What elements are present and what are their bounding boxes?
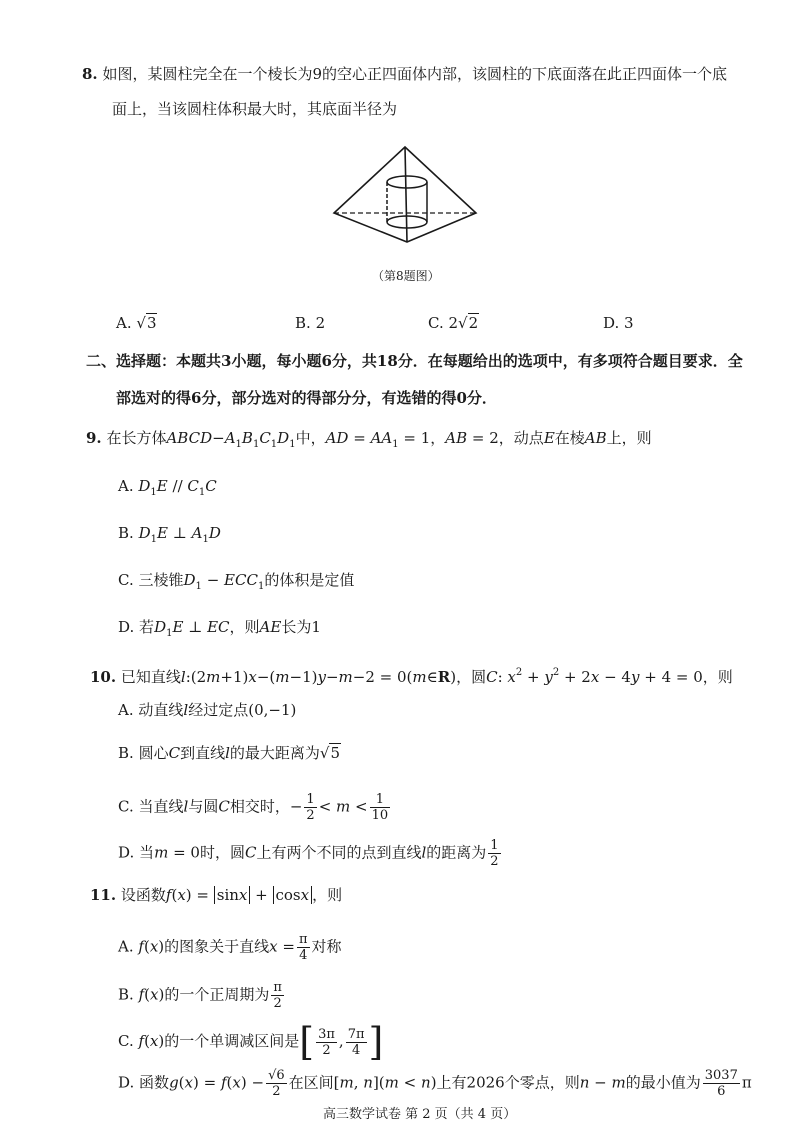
q11-option-c: C. f(x)的一个单调减区间是[ $\frac{3\pi}{2}$ , $\frac{7\pi}{4}$ ] — [118, 1020, 384, 1064]
q9-option-a-label: A. — [118, 477, 134, 495]
q9-number: 9. — [86, 429, 102, 447]
q9-option-d-mid: ，则 — [229, 618, 260, 636]
q10-option-d: D. 当m = 0时，圆C上有两个不同的点到直线l的距离为 $\frac{1}{2}$ — [118, 838, 499, 869]
q8-option-a: A. √3 — [116, 314, 157, 332]
q10-circle: ，圆 — [456, 668, 487, 686]
q10-option-d-label: D. — [118, 843, 135, 862]
q10-option-b: B. 圆心C到直线l的最大距离为√5 — [118, 744, 341, 762]
q11-pre: 设函数 — [120, 886, 166, 904]
q10-option-b-value: 5 — [330, 744, 341, 762]
q8-line2: 面上，当该圆柱体积最大时，其底面半径为 — [112, 100, 398, 118]
q10-option-b-text: 圆心 — [138, 744, 169, 762]
q11-option-d: D. 函数g(x) = f(x) − $\frac{√6}{2}$ 在区间[m, n](m < n)上有2026个零点，则n − m的最小值为 $\frac{3037}{6}$ π — [118, 1068, 752, 1099]
q9-option-c: C. 三棱锥$D_1 - ECC_1$的体积是定值 — [118, 571, 355, 592]
q10-option-b-text2: 到直线 — [180, 744, 226, 762]
page-footer: 高三数学试卷 第 2 页（共 4 页） — [323, 1107, 517, 1122]
q8-option-d-value: 3 — [624, 314, 634, 332]
q10-option-c: C. 当直线l与圆C相交时，− $\frac{1}{2}$ < m < $\frac{1}{10}$ — [118, 792, 389, 823]
q11-option-b-label: B. — [118, 985, 134, 1004]
q10-number: 10. — [90, 668, 117, 686]
q9-option-b-label: B. — [118, 524, 134, 542]
q11-option-c-text: 的一个单调减区间是 — [164, 1032, 300, 1050]
q10-option-a-text2: 经过定点(0,−1) — [188, 701, 297, 719]
q8-option-b — [295, 313, 325, 333]
q10-option-d-text3: 上有两个不同的点到直线 — [256, 843, 422, 862]
q9-pre: 在长方体 — [106, 429, 167, 447]
q10-option-b-text3: 的最大距离为 — [229, 744, 320, 762]
q8-option-c-value: 2 — [468, 314, 479, 332]
q9-tail3: 上，则 — [606, 429, 652, 447]
q10-stem: 10. 已知直线l:(2m+1)x−(m−1)y−m−2 = 0(m∈R)，圆C: $x^2 + y^2 + 2x - 4y + 4 = 0$，则 — [90, 667, 733, 686]
q11-option-b: B. f(x)的一个正周期为 $\frac{\pi}{2}$ — [118, 980, 282, 1011]
q11-option-a-label: A. — [118, 937, 134, 956]
q10-option-d-text: 当 — [139, 843, 155, 862]
q9-cond2: ， — [430, 429, 446, 447]
q9-option-b: B. $D_1E$ ⊥ $A_1D$ — [118, 524, 221, 545]
q11-option-d-label: D. — [118, 1073, 135, 1092]
q10-option-c-text2: 与圆 — [188, 797, 219, 816]
q11-option-a: A. f(x)的图象关于直线x = $\frac{\pi}{4}$ 对称 — [118, 932, 342, 963]
q10-option-a: A. 动直线l经过定点(0,−1) — [118, 701, 297, 719]
q10-pre: 已知直线 — [120, 668, 181, 686]
q8-option-c-label: C. — [428, 314, 444, 332]
q11-option-a-text: 的图象关于直线 — [164, 937, 270, 956]
q8-option-b-value: 2 — [315, 314, 326, 332]
q9-option-a: A. $D_1E // C_1C$ — [118, 477, 217, 498]
q11-option-d-text4: 的最小值为 — [625, 1073, 701, 1092]
q11-number: 11. — [90, 886, 117, 904]
q11-option-d-text: 函数 — [139, 1073, 170, 1092]
q9-option-c-pre: 三棱锥 — [138, 571, 184, 589]
q9-tail2: 在棱 — [554, 429, 585, 447]
q8-caption: （第8题图） — [372, 269, 440, 283]
q8-option-c: C. 2√2 — [428, 314, 479, 332]
q8-line1 — [82, 64, 727, 84]
q9-option-c-label: C. — [118, 571, 134, 589]
q11-option-c-label: C. — [118, 1032, 134, 1050]
q10-option-d-text2: 时，圆 — [199, 843, 245, 862]
q9-option-d-pre: 若 — [139, 618, 155, 636]
section2-heading-cont: 部选对的得6分，部分选对的得部分分，有选错的得0分． — [116, 389, 497, 407]
q9-option-d: D. 若$D_1E$ ⊥ EC，则AE长为1 — [118, 618, 321, 639]
q10-option-c-text: 当直线 — [138, 797, 184, 816]
q8-number: 8. — [82, 65, 98, 83]
q9-cond: 中， — [295, 429, 326, 447]
q10-option-d-text4: 的距离为 — [426, 843, 487, 862]
q11-option-d-text3: 上有2026个零点，则 — [436, 1073, 580, 1092]
q8-option-a-value: 3 — [146, 314, 157, 332]
q10-option-a-label: A. — [118, 701, 134, 719]
q10-tail: ，则 — [702, 668, 733, 686]
q9-tail: ，动点 — [498, 429, 544, 447]
q11-option-b-text: 的一个正周期为 — [164, 985, 270, 1004]
q8-option-b-label: B. — [295, 314, 311, 332]
q8-option-a-label: A. — [116, 314, 132, 332]
section2-heading: 二、选择题：本题共3小题，每小题6分，共18分．在每题给出的选项中，有多项符合题目要求．全 — [86, 352, 743, 370]
q11-tail: ，则 — [312, 886, 343, 904]
q9-option-c-post: 的体积是定值 — [264, 571, 355, 589]
q11-stem: 11. 设函数f(x) = sinx + cosx ，则 — [90, 886, 343, 904]
q11-option-d-text2: 在区间 — [288, 1073, 334, 1092]
q8-option-d-label: D. — [603, 314, 620, 332]
q10-option-c-text3: 相交时， — [229, 797, 290, 816]
tetrahedron-cylinder-figure — [330, 145, 480, 245]
q8-text-1: 如图，某圆柱完全在一个棱长为9的空心正四面体内部，该圆柱的下底面落在此正四面体一个底 — [102, 65, 728, 83]
q10-option-c-label: C. — [118, 797, 134, 816]
q8-option-c-coef: 2 — [448, 314, 459, 332]
q10-option-a-text: 动直线 — [138, 701, 184, 719]
q8-option-d — [603, 313, 634, 333]
q11-option-a-text2: 对称 — [311, 937, 342, 956]
q9-stem: 9. 在长方体$ABCD-A_1B_1C_1D_1$中，AD = $AA_1 = 1$，AB = 2，动点E在棱AB上，则 — [86, 429, 652, 450]
q9-option-d-post: 长为1 — [281, 618, 321, 636]
q9-option-d-label: D. — [118, 618, 135, 636]
q10-option-b-label: B. — [118, 744, 134, 762]
